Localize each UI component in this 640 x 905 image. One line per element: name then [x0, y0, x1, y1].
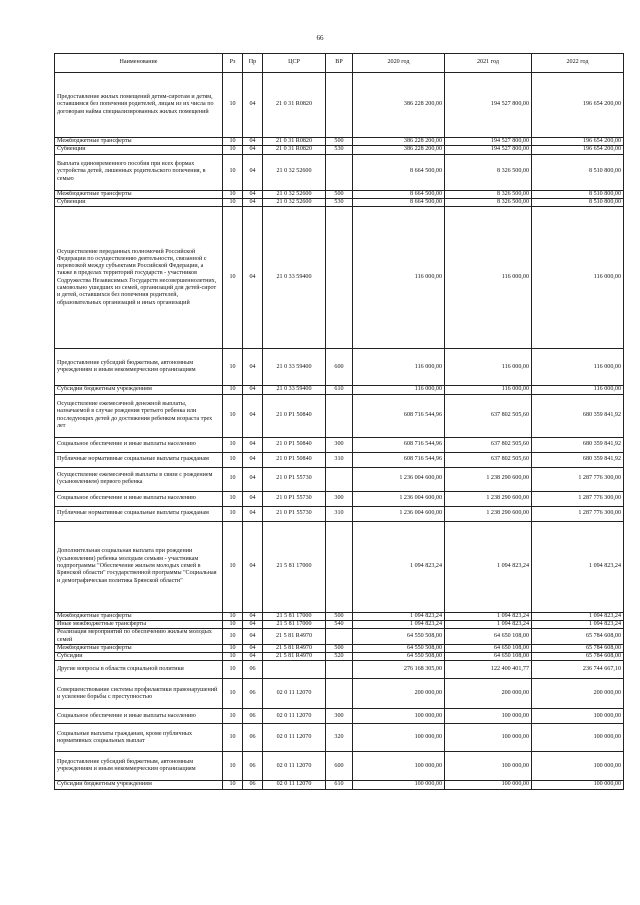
row-vr-cell	[326, 394, 353, 437]
row-2022-cell: 100 000,00	[532, 781, 624, 789]
row-vr-cell: 300	[326, 709, 353, 724]
row-name-cell: Предоставление субсидий бюджетным, автономным учреждениям и иным некоммерческим организациям	[55, 752, 223, 781]
row-rz-cell: 10	[223, 612, 243, 620]
table-row	[55, 506, 624, 521]
row-csr-cell: 21 0 33 59400	[263, 349, 326, 386]
row-2021-cell: 8 326 500,00	[445, 198, 532, 206]
row-pr-cell: 04	[243, 629, 263, 645]
row-2022-cell: 1 094 823,24	[532, 612, 624, 620]
header-2020: 2020 год	[353, 54, 445, 73]
row-2022-cell: 680 359 841,92	[532, 452, 624, 467]
row-2021-cell: 100 000,00	[445, 781, 532, 789]
table-row	[55, 679, 624, 709]
row-2021-cell: 64 650 108,00	[445, 653, 532, 661]
row-2022-cell: 8 510 800,00	[532, 154, 624, 190]
row-vr-cell	[326, 629, 353, 645]
row-2020-cell: 1 236 004 600,00	[353, 506, 445, 521]
row-name-cell: Субсидии бюджетным учреждениям	[55, 386, 223, 394]
row-2020-cell: 64 550 508,00	[353, 653, 445, 661]
row-rz-cell: 10	[223, 154, 243, 190]
row-name-cell: Предоставление субсидий бюджетным, автономным учреждениям и иным некоммерческим организациям	[55, 349, 223, 386]
table-row	[55, 349, 624, 386]
row-vr-cell: 520	[326, 653, 353, 661]
row-rz-cell: 10	[223, 207, 243, 349]
row-name-cell: Социальное обеспечение и иные выплаты населению	[55, 709, 223, 724]
row-2020-cell: 100 000,00	[353, 724, 445, 752]
row-csr-cell: 21 0 32 52600	[263, 154, 326, 190]
row-vr-cell	[326, 154, 353, 190]
row-csr-cell: 21 0 P1 55730	[263, 506, 326, 521]
row-2020-cell: 200 000,00	[353, 679, 445, 709]
row-pr-cell: 06	[243, 724, 263, 752]
row-2022-cell: 65 784 608,00	[532, 644, 624, 652]
row-2022-cell: 116 000,00	[532, 207, 624, 349]
row-2022-cell: 1 287 776 300,00	[532, 491, 624, 506]
table-row	[55, 73, 624, 138]
table-row	[55, 781, 624, 789]
page-number: 66	[316, 34, 324, 42]
header-rz: Рз	[223, 54, 243, 73]
row-2020-cell: 1 236 004 600,00	[353, 467, 445, 491]
row-pr-cell: 04	[243, 207, 263, 349]
row-2021-cell: 116 000,00	[445, 207, 532, 349]
row-2020-cell: 8 664 500,00	[353, 190, 445, 198]
row-vr-cell: 530	[326, 146, 353, 154]
row-2021-cell: 637 802 505,60	[445, 394, 532, 437]
row-pr-cell: 04	[243, 154, 263, 190]
row-name-cell: Субсидии бюджетным учреждениям	[55, 781, 223, 789]
row-csr-cell: 02 0 11 12070	[263, 752, 326, 781]
row-name-cell: Публичные нормативные социальные выплаты гражданам	[55, 506, 223, 521]
row-csr-cell: 21 5 81 R4970	[263, 629, 326, 645]
row-rz-cell: 10	[223, 521, 243, 612]
row-pr-cell: 04	[243, 491, 263, 506]
row-vr-cell: 500	[326, 138, 353, 146]
row-2022-cell: 100 000,00	[532, 752, 624, 781]
row-vr-cell: 500	[326, 190, 353, 198]
row-csr-cell: 21 0 P1 55730	[263, 491, 326, 506]
row-2022-cell: 196 654 200,00	[532, 73, 624, 138]
row-pr-cell: 04	[243, 612, 263, 620]
row-2021-cell: 1 238 290 600,00	[445, 491, 532, 506]
row-vr-cell	[326, 73, 353, 138]
row-pr-cell: 04	[243, 73, 263, 138]
header-csr: ЦСР	[263, 54, 326, 73]
table-row	[55, 198, 624, 206]
table-row	[55, 437, 624, 452]
row-2021-cell: 637 802 505,60	[445, 452, 532, 467]
row-rz-cell: 10	[223, 752, 243, 781]
header-2021: 2021 год	[445, 54, 532, 73]
row-pr-cell: 06	[243, 709, 263, 724]
row-2020-cell: 100 000,00	[353, 709, 445, 724]
row-vr-cell: 530	[326, 198, 353, 206]
row-2022-cell: 196 654 200,00	[532, 146, 624, 154]
row-name-cell: Межбюджетные трансферты	[55, 138, 223, 146]
table-row	[55, 386, 624, 394]
row-2021-cell: 1 238 290 600,00	[445, 506, 532, 521]
row-2022-cell: 196 654 200,00	[532, 138, 624, 146]
table-row	[55, 467, 624, 491]
table-row	[55, 394, 624, 437]
row-name-cell: Осуществление переданных полномочий Российской Федерации по осуществлению деятельности, связанной с перевозкой между субъектами Российской Федерации, а также в пределах территорий государств - участников Содружества Независимых Государств несовершеннолетних, самовольно ушедших из семей, организаций для детей-сирот и детей, оставшихся без попечения родителей, образовательных организаций и иных организаций	[55, 207, 223, 349]
row-2022-cell: 1 287 776 300,00	[532, 467, 624, 491]
row-2020-cell: 1 094 823,24	[353, 521, 445, 612]
row-2022-cell: 236 744 667,10	[532, 661, 624, 679]
row-rz-cell: 10	[223, 491, 243, 506]
row-2021-cell: 100 000,00	[445, 709, 532, 724]
row-2021-cell: 64 650 108,00	[445, 644, 532, 652]
row-pr-cell: 04	[243, 198, 263, 206]
row-rz-cell: 10	[223, 629, 243, 645]
row-2022-cell: 8 510 800,00	[532, 190, 624, 198]
row-csr-cell: 21 0 31 R0820	[263, 138, 326, 146]
row-2021-cell: 1 094 823,24	[445, 612, 532, 620]
row-2020-cell: 100 000,00	[353, 781, 445, 789]
table-row	[55, 644, 624, 652]
row-pr-cell: 04	[243, 386, 263, 394]
row-2020-cell: 386 228 200,00	[353, 146, 445, 154]
row-csr-cell: 21 5 81 R4970	[263, 653, 326, 661]
row-2020-cell: 116 000,00	[353, 386, 445, 394]
row-2021-cell: 100 000,00	[445, 752, 532, 781]
header-2022: 2022 год	[532, 54, 624, 73]
row-vr-cell: 300	[326, 437, 353, 452]
row-name-cell: Социальные выплаты гражданам, кроме публичных нормативных социальных выплат	[55, 724, 223, 752]
row-name-cell: Субвенции	[55, 146, 223, 154]
row-name-cell: Выплата единовременного пособия при всех формах устройства детей, лишенных родительского попечения, в семью	[55, 154, 223, 190]
row-name-cell: Реализация мероприятий по обеспечению жильем молодых семей	[55, 629, 223, 645]
row-name-cell: Публичные нормативные социальные выплаты гражданам	[55, 452, 223, 467]
row-pr-cell: 04	[243, 394, 263, 437]
row-rz-cell: 10	[223, 781, 243, 789]
row-name-cell: Осуществление ежемесячной выплаты в связи с рождением (усыновлением) первого ребенка	[55, 467, 223, 491]
row-2022-cell: 116 000,00	[532, 349, 624, 386]
row-pr-cell: 04	[243, 138, 263, 146]
row-2020-cell: 276 168 305,00	[353, 661, 445, 679]
row-name-cell: Социальное обеспечение и иные выплаты населению	[55, 491, 223, 506]
row-pr-cell: 04	[243, 521, 263, 612]
row-2022-cell: 100 000,00	[532, 724, 624, 752]
table-row	[55, 709, 624, 724]
row-csr-cell: 21 0 P1 50840	[263, 452, 326, 467]
row-pr-cell: 04	[243, 452, 263, 467]
row-rz-cell: 10	[223, 661, 243, 679]
row-rz-cell: 10	[223, 724, 243, 752]
row-pr-cell: 06	[243, 752, 263, 781]
row-2021-cell: 1 094 823,24	[445, 620, 532, 628]
row-2020-cell: 8 664 500,00	[353, 154, 445, 190]
row-rz-cell: 10	[223, 437, 243, 452]
row-pr-cell: 04	[243, 506, 263, 521]
row-2021-cell: 116 000,00	[445, 349, 532, 386]
table-row	[55, 653, 624, 661]
table-row	[55, 138, 624, 146]
row-2022-cell: 680 359 841,92	[532, 437, 624, 452]
row-rz-cell: 10	[223, 467, 243, 491]
row-vr-cell: 610	[326, 386, 353, 394]
table-row	[55, 612, 624, 620]
row-csr-cell	[263, 661, 326, 679]
row-pr-cell: 04	[243, 467, 263, 491]
row-pr-cell: 04	[243, 437, 263, 452]
row-rz-cell: 10	[223, 394, 243, 437]
row-name-cell: Межбюджетные трансферты	[55, 612, 223, 620]
table-row	[55, 752, 624, 781]
row-csr-cell: 21 5 81 17000	[263, 521, 326, 612]
row-csr-cell: 02 0 11 12070	[263, 679, 326, 709]
row-name-cell: Субвенции	[55, 198, 223, 206]
row-2020-cell: 1 236 004 600,00	[353, 491, 445, 506]
row-2022-cell: 8 510 800,00	[532, 198, 624, 206]
row-rz-cell: 10	[223, 644, 243, 652]
row-2020-cell: 386 228 200,00	[353, 73, 445, 138]
row-2020-cell: 1 094 823,24	[353, 612, 445, 620]
row-csr-cell: 21 0 P1 50840	[263, 394, 326, 437]
row-2021-cell: 64 650 108,00	[445, 629, 532, 645]
row-2021-cell: 200 000,00	[445, 679, 532, 709]
table-row	[55, 207, 624, 349]
row-csr-cell: 21 0 32 52600	[263, 190, 326, 198]
row-rz-cell: 10	[223, 198, 243, 206]
row-csr-cell: 21 5 81 R4970	[263, 644, 326, 652]
row-name-cell: Социальное обеспечение и иные выплаты населению	[55, 437, 223, 452]
row-2021-cell: 8 326 500,00	[445, 154, 532, 190]
header-pr: Пр	[243, 54, 263, 73]
table-row	[55, 452, 624, 467]
row-name-cell: Субсидии	[55, 653, 223, 661]
row-vr-cell	[326, 679, 353, 709]
row-2022-cell: 200 000,00	[532, 679, 624, 709]
row-name-cell: Иные межбюджетные трансферты	[55, 620, 223, 628]
row-csr-cell: 21 0 33 59400	[263, 207, 326, 349]
row-csr-cell: 21 0 33 59400	[263, 386, 326, 394]
row-csr-cell: 21 5 81 17000	[263, 612, 326, 620]
row-vr-cell: 500	[326, 612, 353, 620]
table-header-row	[55, 54, 624, 73]
row-rz-cell: 10	[223, 679, 243, 709]
row-2022-cell: 100 000,00	[532, 709, 624, 724]
row-2022-cell: 1 094 823,24	[532, 620, 624, 628]
row-vr-cell: 500	[326, 644, 353, 652]
table-row	[55, 661, 624, 679]
row-pr-cell: 04	[243, 349, 263, 386]
table-body	[55, 73, 624, 790]
row-2021-cell: 8 326 500,00	[445, 190, 532, 198]
row-2021-cell: 1 238 290 600,00	[445, 467, 532, 491]
row-2022-cell: 116 000,00	[532, 386, 624, 394]
row-pr-cell: 04	[243, 644, 263, 652]
row-csr-cell: 02 0 11 12070	[263, 709, 326, 724]
row-vr-cell: 310	[326, 506, 353, 521]
row-rz-cell: 10	[223, 452, 243, 467]
row-rz-cell: 10	[223, 709, 243, 724]
row-csr-cell: 02 0 11 12070	[263, 781, 326, 789]
row-2021-cell: 194 527 800,00	[445, 146, 532, 154]
row-2020-cell: 608 716 544,96	[353, 452, 445, 467]
row-rz-cell: 10	[223, 73, 243, 138]
row-vr-cell: 310	[326, 452, 353, 467]
header-vr: ВР	[326, 54, 353, 73]
row-csr-cell: 21 0 31 R0820	[263, 73, 326, 138]
row-2021-cell: 122 400 401,77	[445, 661, 532, 679]
table-row	[55, 190, 624, 198]
row-name-cell: Совершенствование системы профилактики правонарушений и усиление борьбы с преступностью	[55, 679, 223, 709]
row-rz-cell: 10	[223, 190, 243, 198]
row-vr-cell	[326, 207, 353, 349]
row-2021-cell: 637 802 505,60	[445, 437, 532, 452]
row-2020-cell: 64 550 508,00	[353, 644, 445, 652]
budget-table	[54, 53, 624, 790]
row-2020-cell: 64 550 508,00	[353, 629, 445, 645]
table-row	[55, 629, 624, 645]
row-2021-cell: 116 000,00	[445, 386, 532, 394]
row-rz-cell: 10	[223, 386, 243, 394]
row-2020-cell: 116 000,00	[353, 207, 445, 349]
row-vr-cell: 300	[326, 491, 353, 506]
row-rz-cell: 10	[223, 506, 243, 521]
row-vr-cell: 610	[326, 781, 353, 789]
row-2022-cell: 1 287 776 300,00	[532, 506, 624, 521]
row-2020-cell: 100 000,00	[353, 752, 445, 781]
row-vr-cell: 600	[326, 752, 353, 781]
row-2020-cell: 386 228 200,00	[353, 138, 445, 146]
row-csr-cell: 21 5 81 17000	[263, 620, 326, 628]
row-csr-cell: 21 0 31 R0820	[263, 146, 326, 154]
row-2021-cell: 194 527 800,00	[445, 73, 532, 138]
row-rz-cell: 10	[223, 138, 243, 146]
row-name-cell: Другие вопросы в области социальной политики	[55, 661, 223, 679]
row-2022-cell: 1 094 823,24	[532, 521, 624, 612]
row-vr-cell	[326, 521, 353, 612]
table-row	[55, 146, 624, 154]
row-name-cell: Предоставление жилых помещений детям-сиротам и детям, оставшимся без попечения родителей, лицам из их числа по договорам найма специализированных жилых помещений	[55, 73, 223, 138]
row-rz-cell: 10	[223, 349, 243, 386]
row-rz-cell: 10	[223, 620, 243, 628]
row-2020-cell: 8 664 500,00	[353, 198, 445, 206]
row-pr-cell: 04	[243, 190, 263, 198]
row-2020-cell: 608 716 544,96	[353, 437, 445, 452]
row-vr-cell: 320	[326, 724, 353, 752]
row-vr-cell	[326, 467, 353, 491]
row-name-cell: Дополнительная социальная выплата при рождении (усыновлении) ребенка молодым семьям - участникам подпрограммы "Обеспечение жильем молодых семей в Брянской области" государственной программы "Социальная и демографическая политика Брянской области"	[55, 521, 223, 612]
row-2022-cell: 65 784 608,00	[532, 653, 624, 661]
header-name: Наименование	[55, 54, 223, 73]
row-csr-cell: 02 0 11 12070	[263, 724, 326, 752]
row-pr-cell: 04	[243, 653, 263, 661]
row-vr-cell: 600	[326, 349, 353, 386]
row-name-cell: Межбюджетные трансферты	[55, 644, 223, 652]
table-row	[55, 521, 624, 612]
row-2021-cell: 1 094 823,24	[445, 521, 532, 612]
row-pr-cell: 06	[243, 661, 263, 679]
table-row	[55, 491, 624, 506]
row-rz-cell: 10	[223, 146, 243, 154]
table-row	[55, 724, 624, 752]
row-2022-cell: 65 784 608,00	[532, 629, 624, 645]
table-row	[55, 154, 624, 190]
table-row	[55, 620, 624, 628]
row-pr-cell: 06	[243, 679, 263, 709]
row-pr-cell: 04	[243, 146, 263, 154]
row-2020-cell: 1 094 823,24	[353, 620, 445, 628]
row-vr-cell: 540	[326, 620, 353, 628]
row-2020-cell: 116 000,00	[353, 349, 445, 386]
row-2022-cell: 680 359 841,92	[532, 394, 624, 437]
row-2020-cell: 608 716 544,96	[353, 394, 445, 437]
row-rz-cell: 10	[223, 653, 243, 661]
row-name-cell: Межбюджетные трансферты	[55, 190, 223, 198]
row-name-cell: Осуществление ежемесячной денежной выплаты, назначаемой в случае рождения третьего ребенка или последующих детей до достижения ребенком возраста трех лет	[55, 394, 223, 437]
row-pr-cell: 06	[243, 781, 263, 789]
row-csr-cell: 21 0 P1 55730	[263, 467, 326, 491]
row-vr-cell	[326, 661, 353, 679]
row-pr-cell: 04	[243, 620, 263, 628]
row-2021-cell: 194 527 800,00	[445, 138, 532, 146]
row-csr-cell: 21 0 P1 50840	[263, 437, 326, 452]
row-2021-cell: 100 000,00	[445, 724, 532, 752]
row-csr-cell: 21 0 32 52600	[263, 198, 326, 206]
